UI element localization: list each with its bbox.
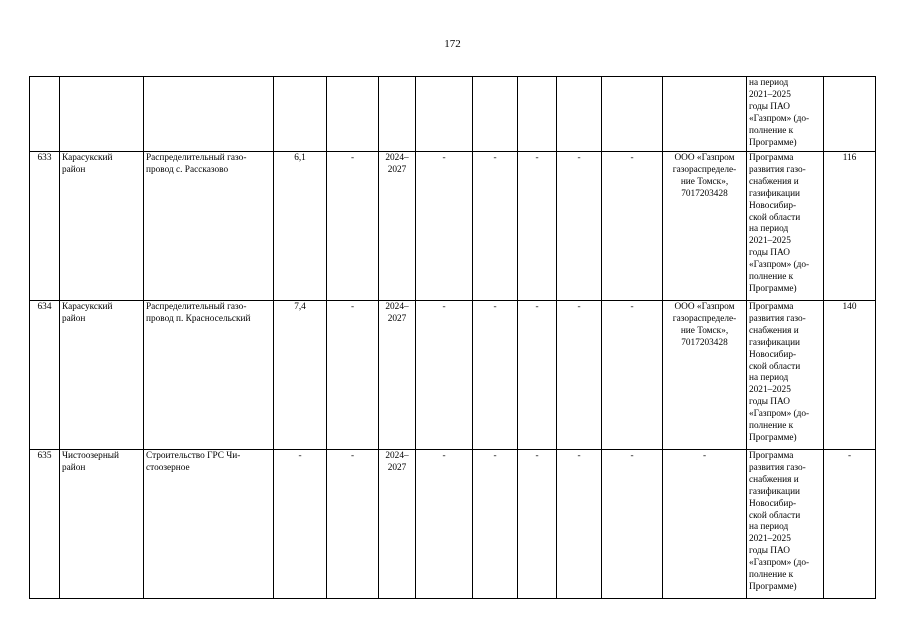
cell-length: - — [274, 450, 327, 599]
cell-object — [144, 77, 274, 152]
table-body — [30, 77, 876, 599]
cell-col7: - — [416, 450, 473, 599]
org-line: газораспределе- — [672, 164, 737, 175]
program-line: полнение к — [749, 421, 794, 432]
cell-num — [30, 77, 60, 152]
object-line: Распределительный газо- — [146, 153, 247, 163]
program-line: полнение к — [749, 125, 794, 136]
cell-col11: - — [602, 152, 663, 301]
program-line: Новосибир- — [749, 200, 797, 211]
cell-col10: - — [557, 301, 602, 450]
cell-col10 — [557, 77, 602, 152]
program-line: Программе) — [749, 283, 797, 294]
cell-col7: - — [416, 152, 473, 301]
program-line: снабжения и — [749, 176, 799, 187]
program-line: Программа — [749, 302, 794, 312]
cell-col10: - — [557, 450, 602, 599]
object-line: Строительство ГРС Чи- — [146, 451, 241, 461]
program-line: «Газпром» (до- — [749, 113, 810, 124]
cell-col9: - — [518, 152, 557, 301]
program-line: ской области — [749, 510, 801, 521]
program-line: Новосибир- — [749, 498, 797, 509]
table-row — [30, 301, 876, 450]
program-line: «Газпром» (до- — [749, 260, 810, 271]
program-line: годы ПАО — [749, 248, 790, 259]
program-line: полнение к — [749, 272, 794, 283]
cell-object — [144, 152, 274, 301]
cell-col11 — [602, 77, 663, 152]
org-line: ние Томск», — [680, 325, 729, 336]
cell-object — [144, 450, 274, 599]
cell-col9: - — [518, 301, 557, 450]
program-line: на период — [749, 224, 789, 235]
district-line: район — [62, 313, 86, 324]
program-line: Программа — [749, 153, 794, 163]
cell-length: 7,4 — [274, 301, 327, 450]
cell-col10: - — [557, 152, 602, 301]
cell-district — [60, 77, 144, 152]
cell-num: 635 — [30, 450, 60, 599]
cell-org — [663, 77, 747, 152]
cell-last: - — [824, 450, 876, 599]
cell-district — [60, 152, 144, 301]
org-line: ние Томск», — [680, 176, 729, 187]
period-line: 2027 — [387, 313, 407, 324]
cell-org — [663, 450, 747, 599]
program-line: развития газо- — [749, 462, 806, 473]
program-line: Программа — [749, 451, 794, 461]
period-line: 2024– — [385, 153, 409, 163]
cell-last: 140 — [824, 301, 876, 450]
cell-col8 — [473, 77, 518, 152]
program-line: газификации — [749, 337, 801, 348]
program-line: на период — [749, 78, 789, 88]
program-line: на период — [749, 373, 789, 384]
period-line: 2024– — [385, 451, 409, 461]
cell-col5: - — [327, 450, 379, 599]
cell-col5: - — [327, 152, 379, 301]
continuation-row — [30, 77, 876, 152]
cell-col5 — [327, 77, 379, 152]
program-line: газификации — [749, 188, 801, 199]
district-line: Карасукский — [62, 302, 113, 312]
program-line: развития газо- — [749, 164, 806, 175]
cell-col11: - — [602, 301, 663, 450]
program-line: газификации — [749, 486, 801, 497]
object-line: стоозерное — [146, 462, 190, 473]
program-line: Программе) — [749, 137, 797, 148]
program-line: на период — [749, 522, 789, 533]
org-line: - — [702, 451, 707, 461]
cell-col9 — [518, 77, 557, 152]
cell-col8: - — [473, 152, 518, 301]
cell-length: 6,1 — [274, 152, 327, 301]
org-line: 7017203428 — [681, 188, 728, 199]
program-line: Новосибир- — [749, 349, 797, 360]
program-line: 2021–2025 — [749, 385, 791, 396]
cell-program — [747, 77, 824, 152]
page-number: 172 — [444, 38, 461, 50]
gasification-table — [29, 76, 876, 599]
cell-col11: - — [602, 450, 663, 599]
district-line: Карасукский — [62, 153, 113, 163]
org-line: 7017203428 — [681, 337, 728, 348]
program-line: годы ПАО — [749, 101, 790, 112]
cell-object — [144, 301, 274, 450]
cell-col7 — [416, 77, 473, 152]
district-line: район — [62, 164, 86, 175]
district-line: Чистоозерный — [62, 451, 120, 461]
cell-last: 116 — [824, 152, 876, 301]
cell-col8: - — [473, 450, 518, 599]
program-line: ской области — [749, 212, 801, 223]
program-line: годы ПАО — [749, 546, 790, 557]
cell-org — [663, 152, 747, 301]
program-line: снабжения и — [749, 474, 799, 485]
cell-col9: - — [518, 450, 557, 599]
org-line: ООО «Газпром — [674, 153, 735, 163]
program-line: ской области — [749, 361, 801, 372]
program-line: 2021–2025 — [749, 89, 791, 100]
period-line: 2024– — [385, 302, 409, 312]
cell-period — [379, 450, 416, 599]
program-line: 2021–2025 — [749, 534, 791, 545]
cell-period — [379, 77, 416, 152]
object-line: провод п. Красносельский — [146, 313, 251, 324]
table-row — [30, 450, 876, 599]
program-line: «Газпром» (до- — [749, 558, 810, 569]
program-line: Программе) — [749, 581, 797, 592]
program-line: годы ПАО — [749, 397, 790, 408]
object-line: Распределительный газо- — [146, 302, 247, 312]
period-line: 2027 — [387, 164, 407, 175]
cell-num: 634 — [30, 301, 60, 450]
cell-district — [60, 450, 144, 599]
cell-col8: - — [473, 301, 518, 450]
org-line: ООО «Газпром — [674, 302, 735, 312]
cell-period — [379, 152, 416, 301]
program-line: полнение к — [749, 570, 794, 581]
cell-program — [747, 301, 824, 450]
period-line: 2027 — [387, 462, 407, 473]
table-row — [30, 152, 876, 301]
program-line: «Газпром» (до- — [749, 409, 810, 420]
cell-length — [274, 77, 327, 152]
program-line: развития газо- — [749, 313, 806, 324]
program-line: снабжения и — [749, 325, 799, 336]
district-line: район — [62, 462, 86, 473]
program-line: Программе) — [749, 432, 797, 443]
cell-district — [60, 301, 144, 450]
cell-col7: - — [416, 301, 473, 450]
cell-org — [663, 301, 747, 450]
object-line: провод с. Рассказово — [146, 164, 229, 175]
program-line: 2021–2025 — [749, 236, 791, 247]
cell-program — [747, 152, 824, 301]
cell-period — [379, 301, 416, 450]
cell-last — [824, 77, 876, 152]
cell-col5: - — [327, 301, 379, 450]
cell-program — [747, 450, 824, 599]
cell-num: 633 — [30, 152, 60, 301]
org-line: газораспределе- — [672, 313, 737, 324]
